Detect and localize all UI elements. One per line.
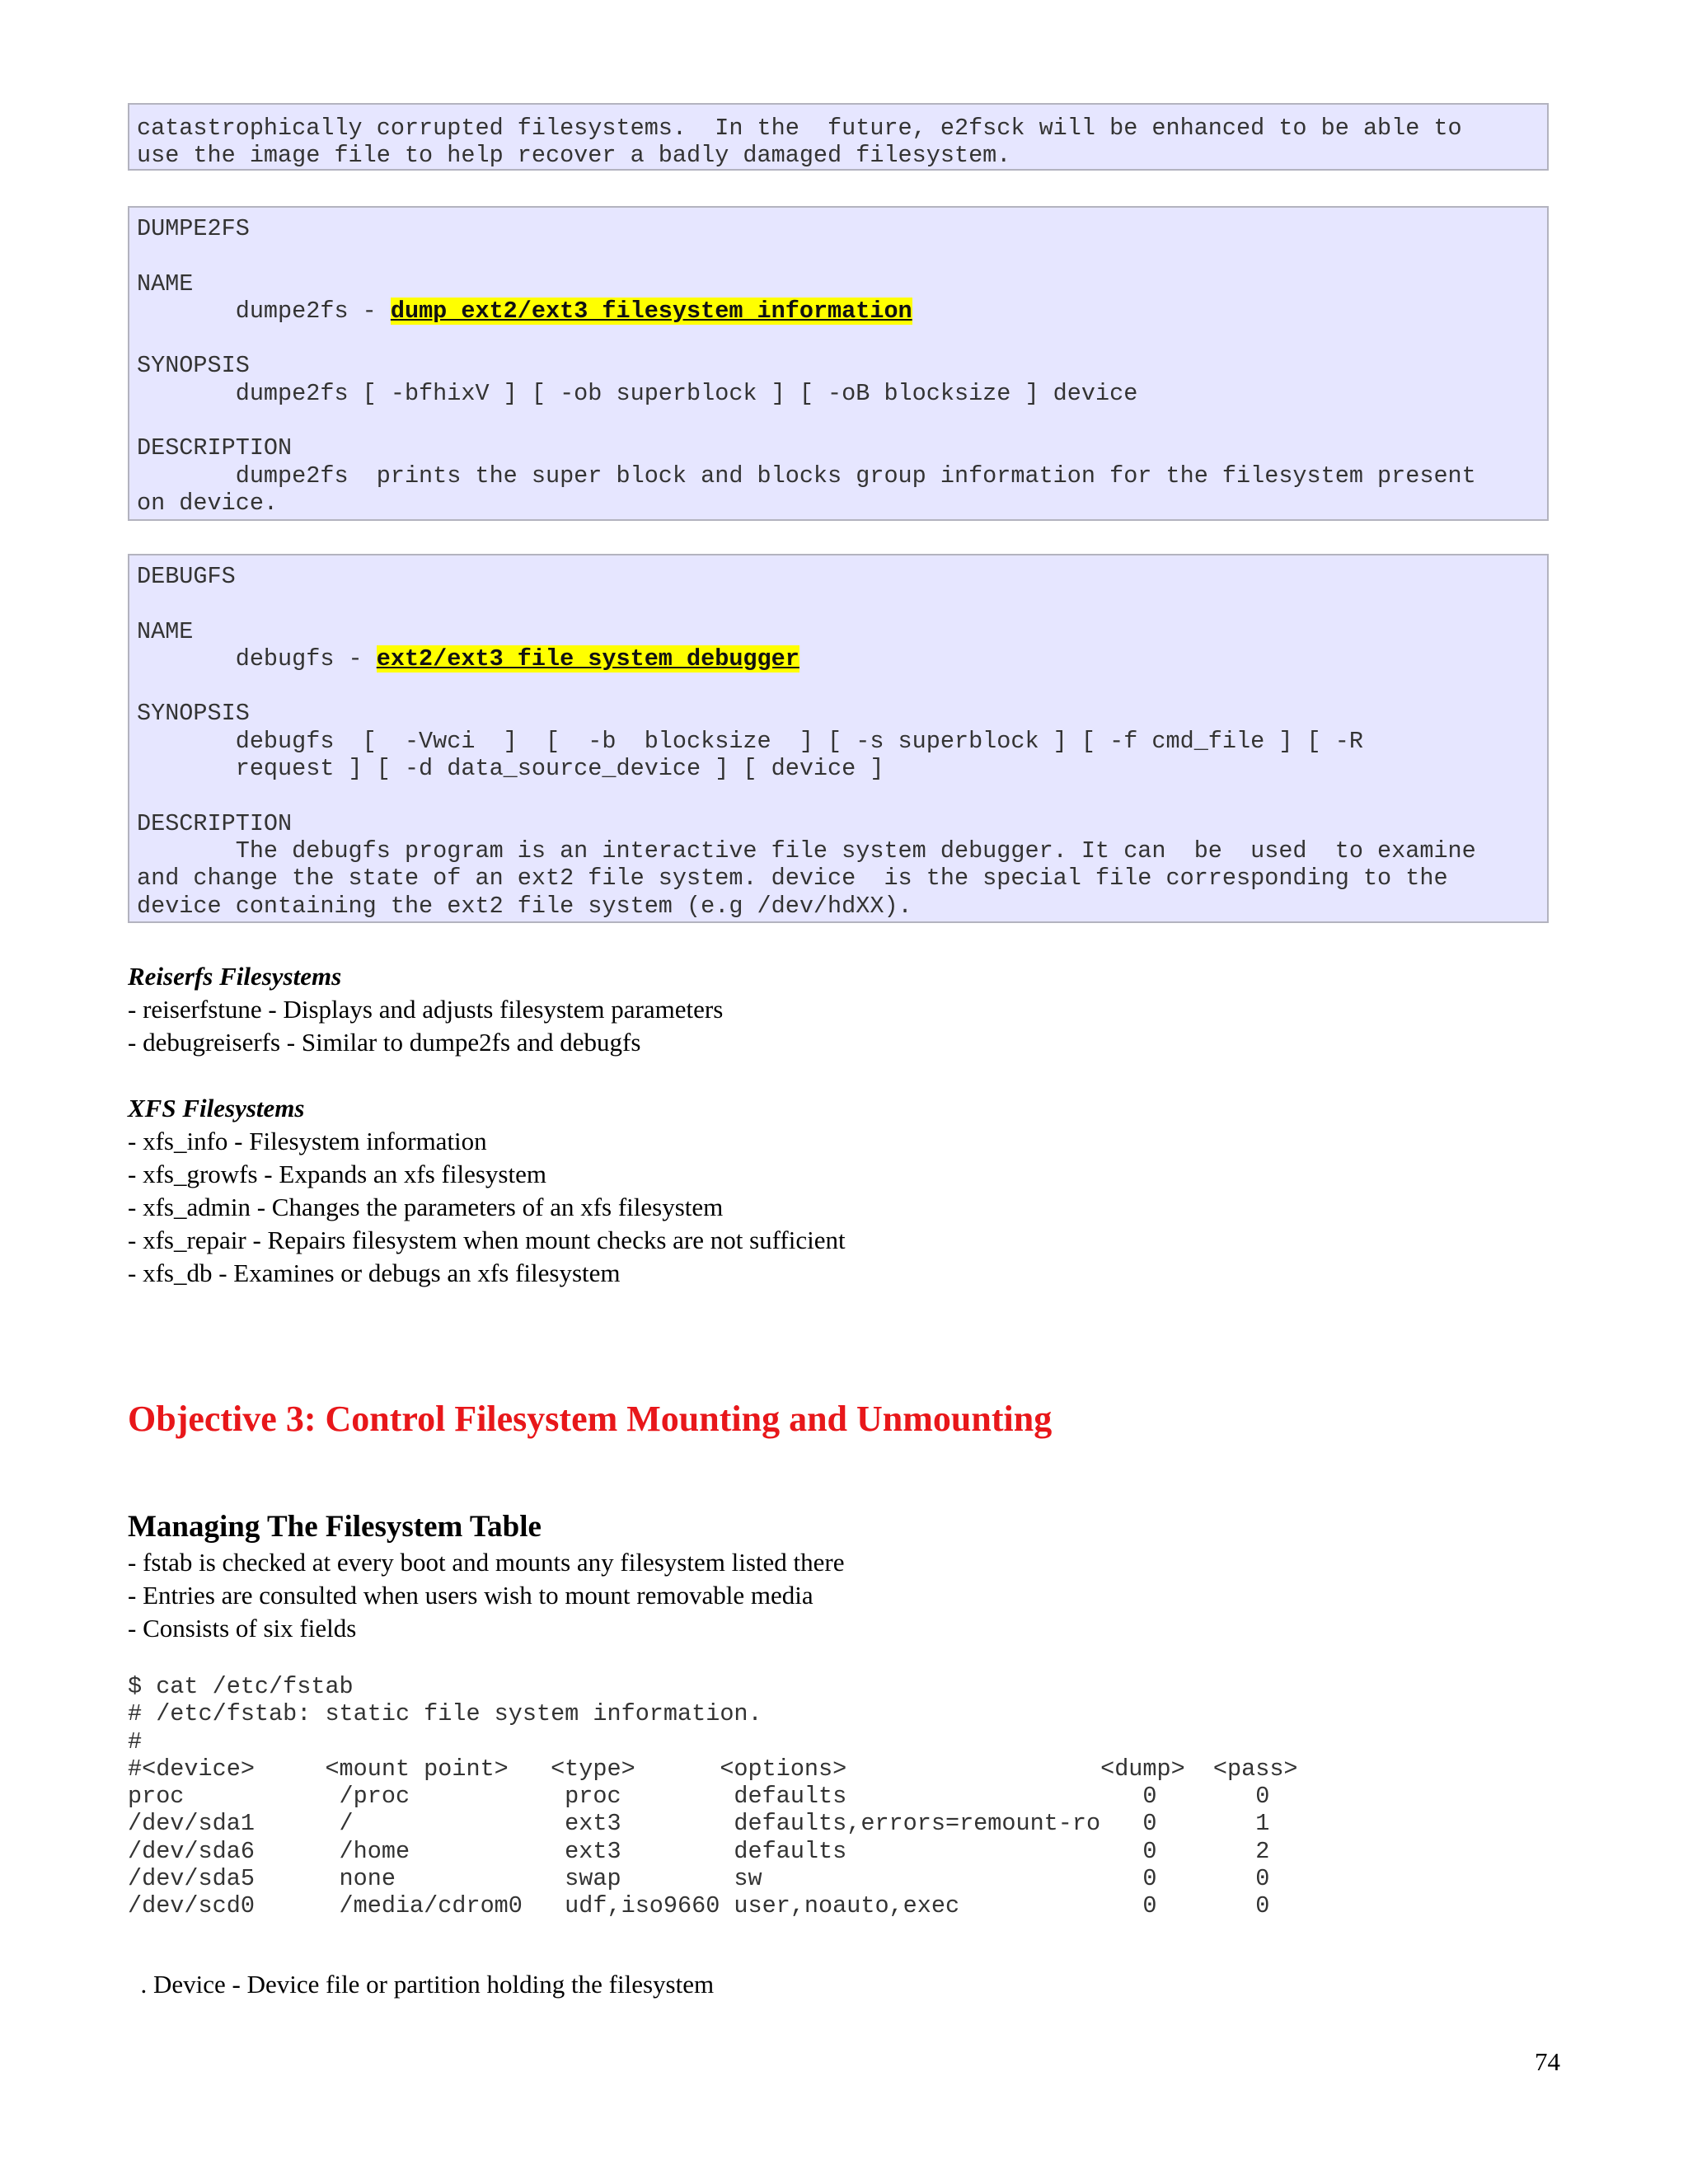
code-line: /dev/sda6 /home ext3 defaults 0 2 [128,1837,1270,1865]
section-title: Reiserfs Filesystems [128,962,342,991]
blank-line [137,782,1547,809]
code-line: # /etc/fstab: static file system information. [128,1700,762,1728]
list-item: - xfs_db - Examines or debugs an xfs filesystem [128,1258,621,1287]
manpage-heading-name: NAME [137,617,194,645]
list-item: - xfs_info - Filesystem information [128,1127,487,1155]
page-number: 74 [1535,2047,1560,2076]
xfs-section [128,1092,846,1290]
highlighted-description: dump ext2/ext3 filesystem information [390,297,912,325]
manpage-name-line [137,645,1547,673]
fstab-listing [128,1673,1298,1920]
manpage-description: on device. [137,489,279,517]
code-line: $ cat /etc/fstab [128,1673,354,1700]
fstab-section [128,1508,844,1645]
code-line: /dev/scd0 /media/cdrom0 udf,iso9660 user,noauto,exec 0 0 [128,1892,1270,1920]
blank-line [137,325,1547,352]
manpage-name-line [137,298,1547,325]
e2image-manpage-box [128,103,1549,171]
code-line: #<device> <mount point> <type> <options> <dump> <pass> [128,1755,1298,1783]
section-title: XFS Filesystems [128,1094,305,1122]
section-title: Managing The Filesystem Table [128,1510,542,1544]
code-line: /dev/sda1 / ext3 defaults,errors=remount-ro 0 1 [128,1810,1270,1838]
reiserfs-section [128,960,723,1059]
list-item: - Entries are consulted when users wish to mount removable media [128,1581,814,1610]
blank-line [137,407,1547,434]
list-item: - fstab is checked at every boot and mounts any filesystem listed there [128,1548,845,1577]
device-note: . Device - Device file or partition holding the filesystem [128,1970,715,1999]
manpage-description: and change the state of an ext2 file system. device is the special file corresponding to the [137,865,1448,893]
list-item: - xfs_admin - Changes the parameters of an xfs filesystem [128,1193,724,1221]
name-prefix: dumpe2fs - [137,297,391,325]
manpage-synopsis: dumpe2fs [ -bfhixV ] [ -ob superblock ] [ -oB blocksize ] device [137,379,1138,407]
manpage-description: dumpe2fs prints the super block and blocks group information for the filesystem present [137,462,1476,490]
manpage-line: use the image file to help recover a badly damaged filesystem. [137,142,1011,170]
manpage-description: device containing the ext2 file system (e.g /dev/hdXX). [137,892,912,920]
manpage-heading-description: DESCRIPTION [137,809,293,837]
manpage-description: The debugfs program is an interactive file system debugger. It can be used to examine [137,837,1476,865]
code-line: # [128,1727,143,1755]
blank-line [137,590,1547,617]
list-item: - xfs_repair - Repairs filesystem when mount checks are not sufficient [128,1226,846,1254]
highlighted-description: ext2/ext3 file system debugger [376,644,799,673]
list-item: - xfs_growfs - Expands an xfs filesystem [128,1160,546,1188]
blank-line [137,673,1547,700]
manpage-line: catastrophically corrupted filesystems. In the future, e2fsck will be enhanced to be able to [137,115,1462,142]
name-prefix: debugfs - [137,644,377,673]
manpage-heading-synopsis: SYNOPSIS [137,700,250,728]
manpage-title: DUMPE2FS [137,215,250,242]
objective-heading: Objective 3: Control Filesystem Mounting and Unmounting [128,1399,1053,1439]
list-item: - reiserfstune - Displays and adjusts filesystem parameters [128,995,724,1024]
code-line: proc /proc proc defaults 0 0 [128,1783,1270,1811]
manpage-synopsis: request ] [ -d data_source_device ] [ device ] [137,755,884,783]
manpage-title: DEBUGFS [137,563,236,590]
list-item: - debugreiserfs - Similar to dumpe2fs and debugfs [128,1028,641,1057]
manpage-heading-name: NAME [137,269,194,298]
manpage-heading-synopsis: SYNOPSIS [137,352,250,380]
code-line: /dev/sda5 none swap sw 0 0 [128,1865,1270,1893]
manpage-heading-description: DESCRIPTION [137,434,293,462]
debugfs-manpage-box [128,554,1549,923]
manpage-synopsis: debugfs [ -Vwci ] [ -b blocksize ] [ -s superblock ] [ -f cmd_file ] [ -R [137,727,1363,755]
list-item: - Consists of six fields [128,1614,357,1643]
blank-line [137,242,1547,269]
dumpe2fs-manpage-box [128,206,1549,521]
